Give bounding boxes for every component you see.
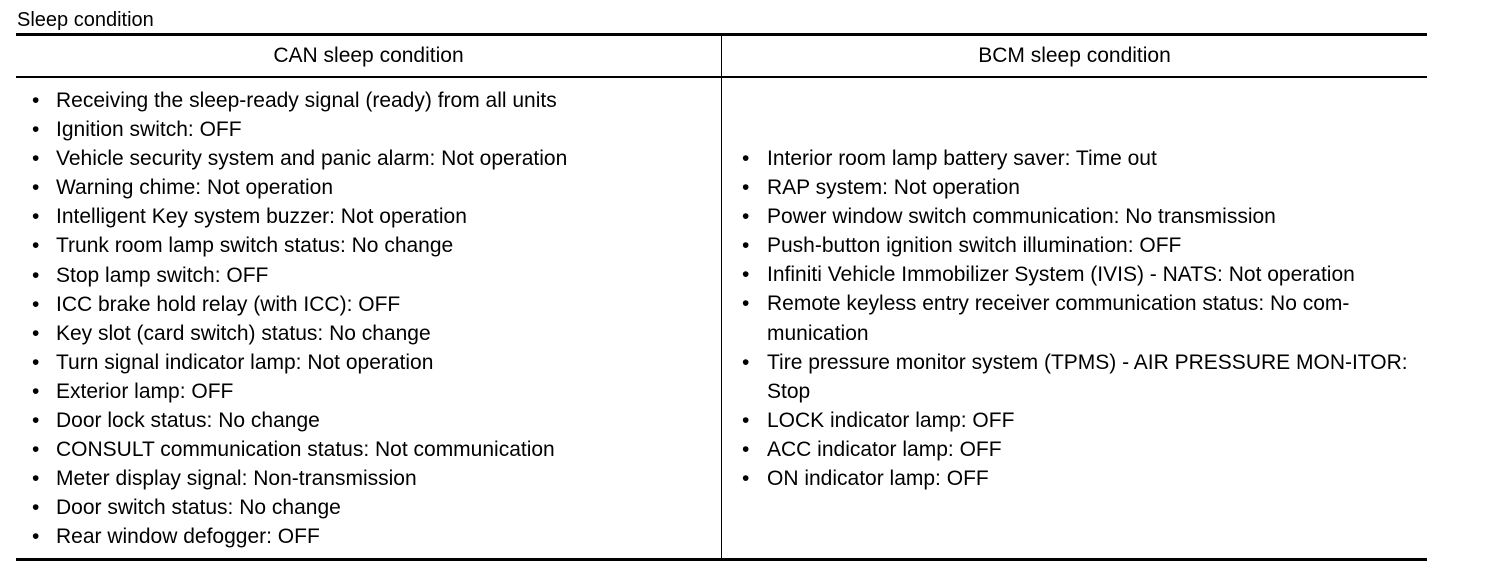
bullet-icon: • bbox=[742, 263, 750, 287]
bullet-icon: • bbox=[32, 292, 40, 316]
bullet-icon: • bbox=[32, 147, 40, 171]
bcm-condition-list-item bbox=[722, 260, 1427, 289]
can-condition-list-item bbox=[16, 493, 721, 522]
bullet-icon: • bbox=[742, 350, 750, 374]
bcm-condition-item-text: Remote keyless entry receiver communication status: No com-munication bbox=[767, 292, 1350, 345]
bcm-condition-list-item bbox=[722, 173, 1427, 202]
can-condition-list-item bbox=[16, 115, 721, 144]
bcm-condition-list-item bbox=[722, 464, 1427, 493]
bullet-icon: • bbox=[32, 321, 40, 345]
can-condition-list-item bbox=[16, 144, 721, 173]
can-sleep-condition-header: CAN sleep condition bbox=[16, 35, 722, 78]
can-condition-list-item bbox=[16, 231, 721, 260]
bcm-condition-item-text: Push-button ignition switch illumination: OFF bbox=[767, 234, 1182, 258]
can-condition-list-item bbox=[16, 202, 721, 231]
bullet-icon: • bbox=[32, 409, 40, 433]
can-condition-list-item bbox=[16, 173, 721, 202]
bullet-icon: • bbox=[32, 263, 40, 287]
bullet-icon: • bbox=[742, 205, 750, 229]
bullet-icon: • bbox=[742, 292, 750, 316]
can-condition-list-item bbox=[16, 464, 721, 493]
bcm-condition-list-item bbox=[722, 406, 1427, 435]
can-condition-item-text: Vehicle security system and panic alarm: Not operation bbox=[56, 147, 568, 171]
table-row bbox=[16, 77, 1427, 559]
bullet-icon: • bbox=[32, 350, 40, 374]
bcm-conditions-cell bbox=[722, 77, 1428, 559]
bcm-condition-list-item bbox=[722, 348, 1427, 406]
bullet-icon: • bbox=[742, 408, 750, 432]
bullet-icon: • bbox=[32, 176, 40, 200]
bullet-icon: • bbox=[32, 118, 40, 142]
table-header bbox=[16, 35, 1427, 78]
bcm-condition-item-text: Power window switch communication: No transmission bbox=[767, 205, 1276, 229]
section-title: Sleep condition bbox=[17, 9, 154, 31]
bcm-sleep-condition-header: BCM sleep condition bbox=[722, 35, 1428, 78]
bcm-conditions-list bbox=[722, 144, 1427, 493]
bullet-icon: • bbox=[742, 147, 750, 170]
bullet-icon: • bbox=[742, 467, 750, 491]
bullet-icon: • bbox=[32, 379, 40, 403]
can-condition-item-text: Exterior lamp: OFF bbox=[56, 379, 234, 403]
can-condition-list-item bbox=[16, 86, 721, 115]
bullet-icon: • bbox=[32, 234, 40, 258]
can-condition-list-item bbox=[16, 435, 721, 464]
table-body bbox=[16, 77, 1427, 559]
can-condition-list-item bbox=[16, 522, 721, 551]
can-condition-item-text: Warning chime: Not operation bbox=[56, 176, 334, 200]
can-condition-list-item bbox=[16, 348, 721, 377]
bullet-icon: • bbox=[32, 205, 40, 229]
can-condition-item-text: ICC brake hold relay (with ICC): OFF bbox=[56, 292, 401, 316]
can-condition-list-item bbox=[16, 261, 721, 290]
bullet-icon: • bbox=[32, 438, 40, 462]
bullet-icon: • bbox=[742, 437, 750, 461]
bullet-icon: • bbox=[742, 234, 750, 258]
bullet-icon: • bbox=[32, 525, 40, 549]
can-condition-list-item bbox=[16, 377, 721, 406]
can-condition-item-text: Stop lamp switch: OFF bbox=[56, 263, 269, 287]
bcm-condition-list-item bbox=[722, 289, 1427, 347]
can-condition-item-text: Meter display signal: Non-transmission bbox=[56, 467, 417, 491]
can-condition-item-text: Turn signal indicator lamp: Not operation bbox=[56, 350, 434, 374]
can-condition-item-text: Door switch status: No change bbox=[56, 496, 341, 520]
header-row bbox=[16, 35, 1427, 78]
can-condition-list-item bbox=[16, 319, 721, 348]
bcm-condition-item-text: Tire pressure monitor system (TPMS) - AIR PRESSURE MON-ITOR: Stop bbox=[767, 350, 1408, 403]
can-condition-item-text: CONSULT communication status: Not communication bbox=[56, 438, 555, 462]
sleep-condition-table bbox=[16, 33, 1427, 561]
bcm-condition-item-text: ON indicator lamp: OFF bbox=[767, 467, 989, 491]
can-condition-item-text: Key slot (card switch) status: No change bbox=[56, 321, 431, 345]
bullet-icon: • bbox=[742, 176, 750, 200]
can-conditions-cell bbox=[16, 77, 722, 559]
can-condition-item-text: Intelligent Key system buzzer: Not operation bbox=[56, 205, 467, 229]
bcm-condition-list-item bbox=[722, 231, 1427, 260]
bullet-icon: • bbox=[32, 496, 40, 520]
bcm-condition-list-item bbox=[722, 202, 1427, 231]
bcm-condition-list-item bbox=[722, 144, 1427, 173]
bcm-condition-item-text: Interior room lamp battery saver: Time out bbox=[767, 147, 1157, 170]
can-condition-list-item bbox=[16, 290, 721, 319]
can-condition-item-text: Ignition switch: OFF bbox=[56, 118, 242, 142]
bcm-condition-item-text: RAP system: Not operation bbox=[767, 176, 1020, 200]
bullet-icon: • bbox=[32, 89, 40, 112]
can-condition-item-text: Trunk room lamp switch status: No change bbox=[56, 234, 454, 258]
can-conditions-list bbox=[16, 86, 721, 552]
bullet-icon: • bbox=[32, 467, 40, 491]
can-condition-item-text: Door lock status: No change bbox=[56, 409, 320, 433]
bcm-condition-item-text: LOCK indicator lamp: OFF bbox=[767, 408, 1015, 432]
can-condition-list-item bbox=[16, 406, 721, 435]
sleep-condition-table-container bbox=[16, 33, 1427, 561]
bcm-condition-list-item bbox=[722, 435, 1427, 464]
can-condition-item-text: Receiving the sleep-ready signal (ready) from all units bbox=[56, 89, 557, 112]
bcm-condition-item-text: ACC indicator lamp: OFF bbox=[767, 437, 1002, 461]
can-condition-item-text: Rear window defogger: OFF bbox=[56, 525, 320, 549]
bcm-condition-item-text: Infiniti Vehicle Immobilizer System (IVIS) - NATS: Not operation bbox=[767, 263, 1355, 287]
